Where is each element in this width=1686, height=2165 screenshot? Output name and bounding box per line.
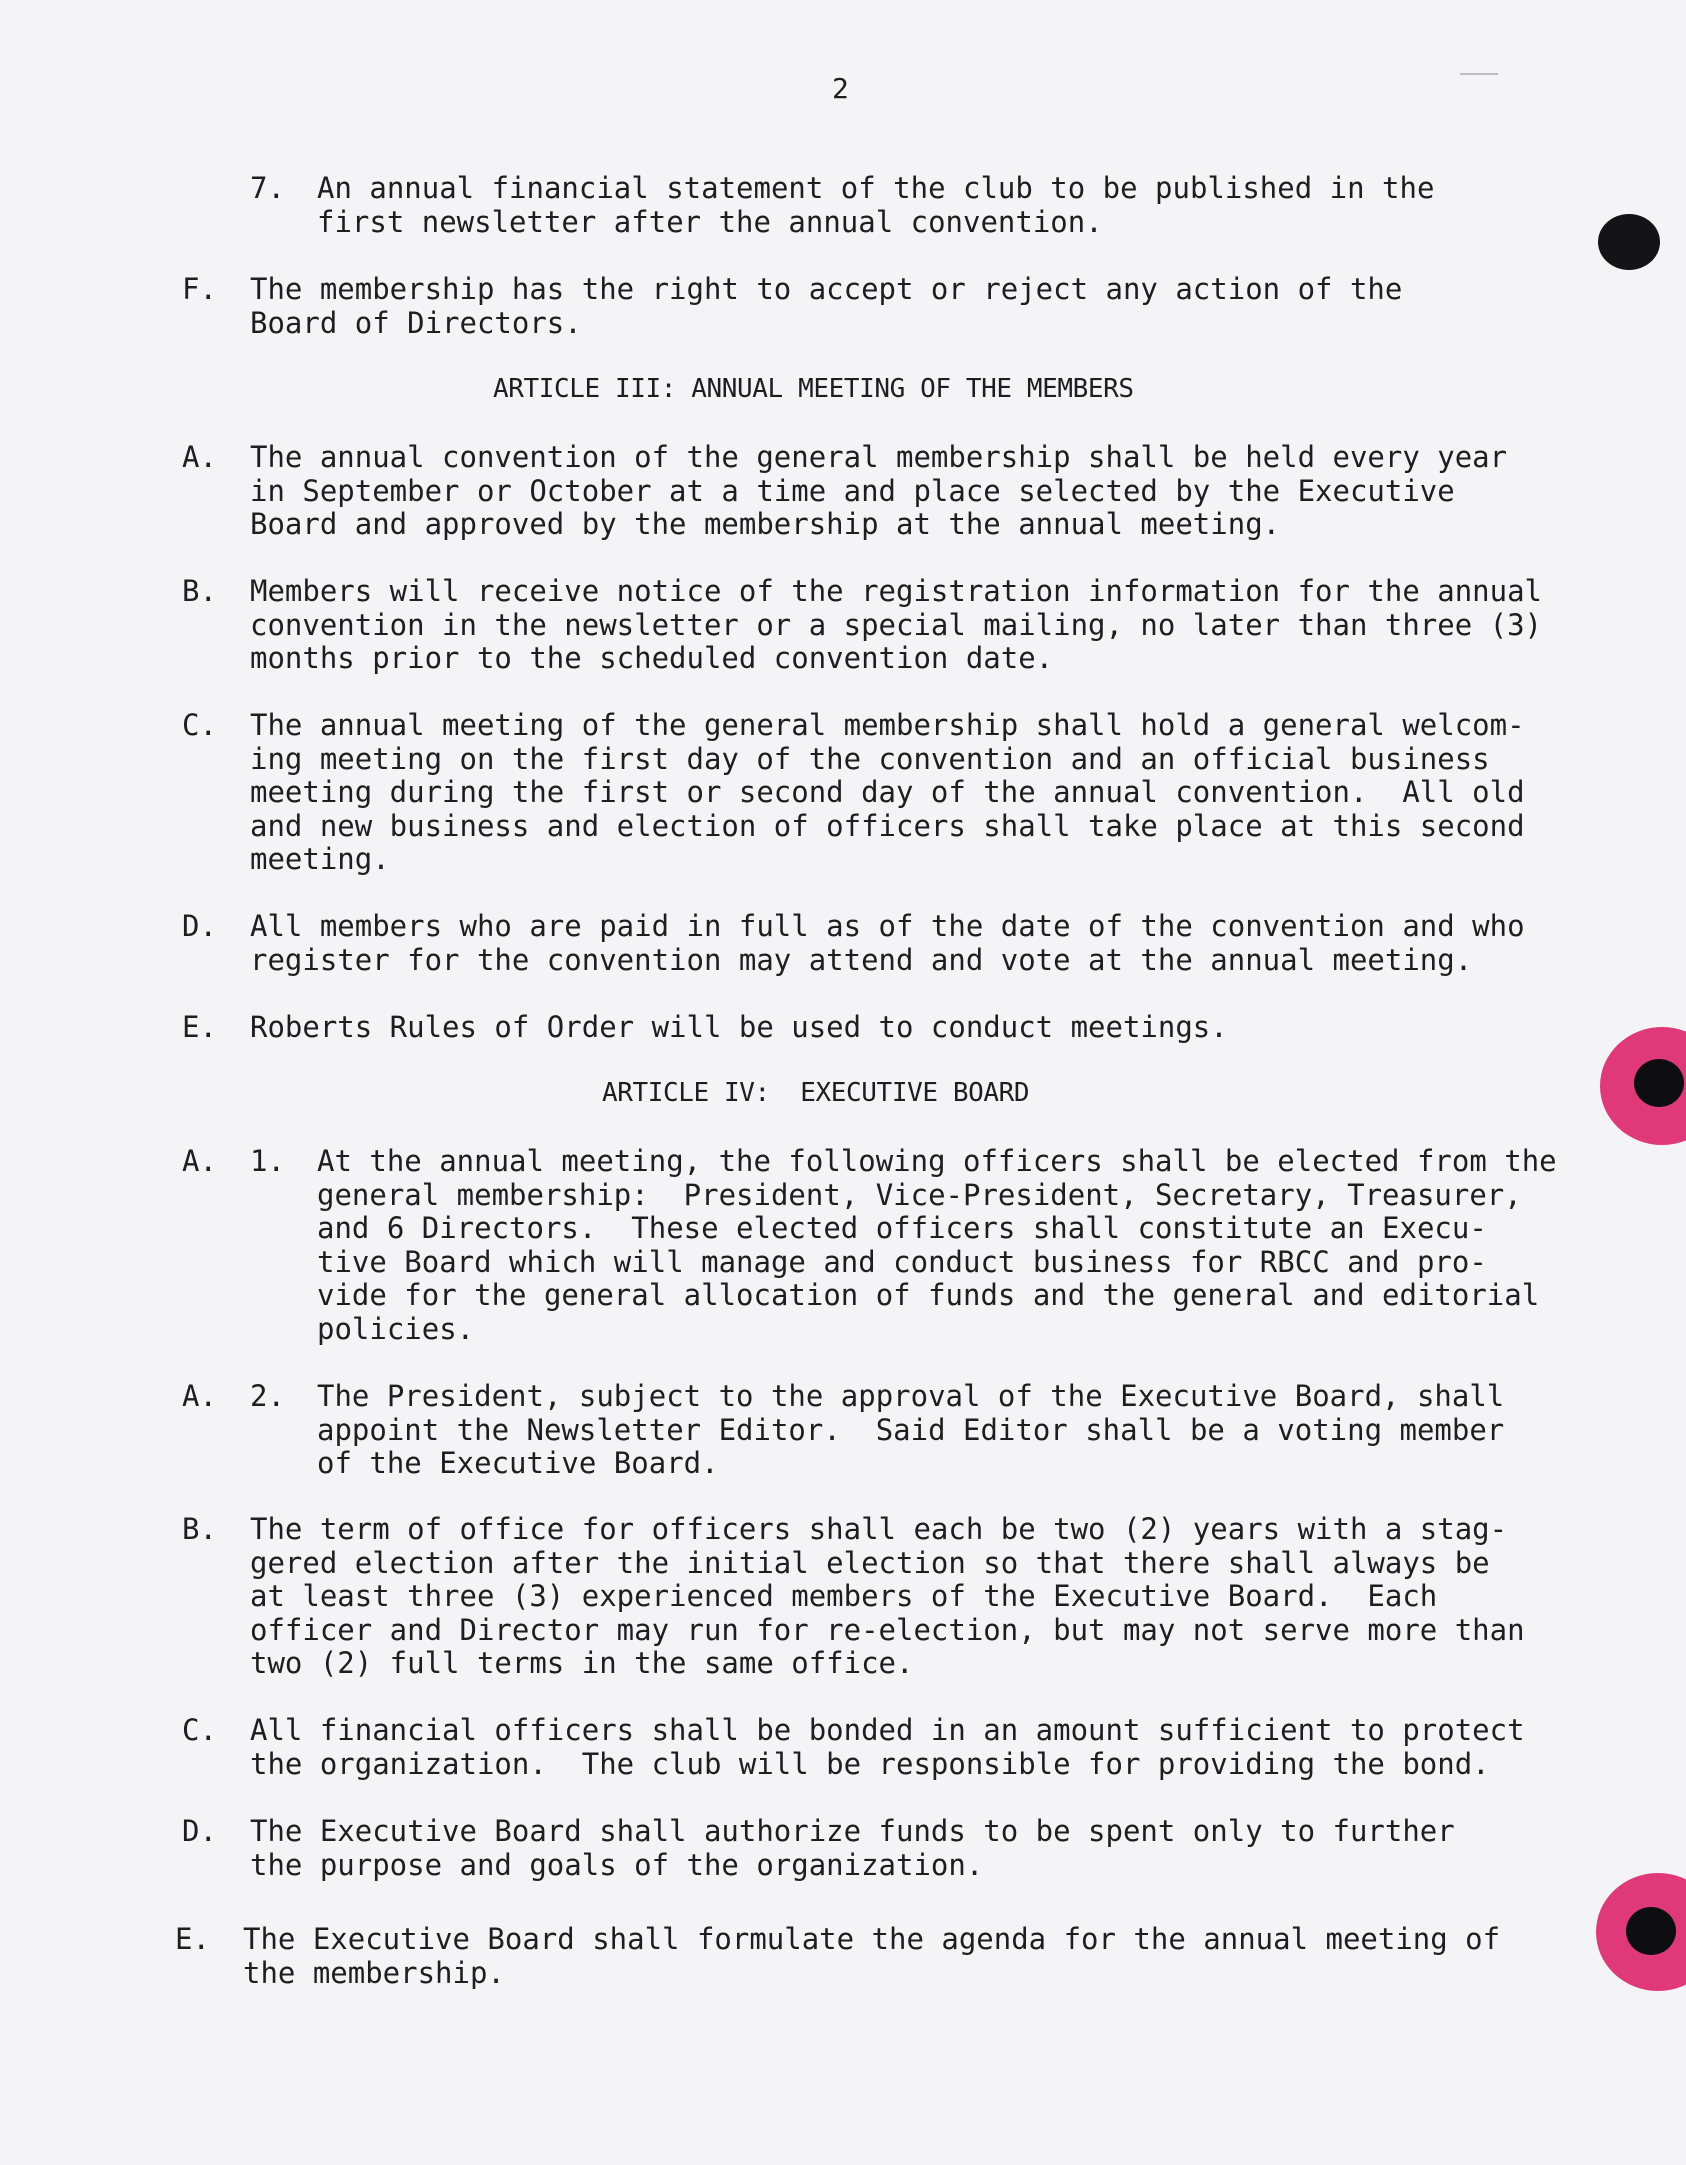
item-text: The membership has the right to accept or reject any action of the Board of Directors.	[250, 272, 1403, 340]
item-text: At the annual meeting, the following officers shall be elected from the general membership: President, Vice-President, Secretary, Treasurer, and 6 Directors. These elected officers shall constitute an Execu- tive Board which will manage and conduct business for RBCC and pro- vide for the general allocation of funds and the general and editorial policies.	[317, 1144, 1557, 1346]
item-text: The annual meeting of the general membership shall hold a general welcom- ing meeting on the first day of the convention and an official business meeting during the first or second day of the annual convention. All old and new business and election of officers shall take place at this second meeting.	[250, 708, 1525, 876]
item-label: D.	[182, 909, 217, 943]
binder-hole-middle-center	[1634, 1059, 1684, 1107]
item-text: The term of office for officers shall each be two (2) years with a stag- gered election after the initial election so that there shall always be at least three (3) experienced members of the Executive Board. Each officer and Director may run for re-election, but may not serve more than two (2) full terms in the same office.	[250, 1512, 1525, 1680]
item-text: All financial officers shall be bonded in an amount sufficient to protect the organization. The club will be responsible for providing the bond.	[250, 1713, 1525, 1781]
item-label: E.	[175, 1922, 210, 1956]
item-number: 2.	[250, 1379, 285, 1413]
binder-hole-bottom	[1596, 1873, 1686, 1991]
item-text: The Executive Board shall formulate the agenda for the annual meeting of the membership.	[243, 1922, 1501, 1990]
item-label: B.	[182, 1512, 217, 1546]
article-4-heading: ARTICLE IV: EXECUTIVE BOARD	[602, 1078, 1030, 1108]
item-label: B.	[182, 574, 217, 608]
item-label: C.	[182, 1713, 217, 1747]
item-text: The annual convention of the general membership shall be held every year in September or October at a time and place selected by the Executive Board and approved by the membership at the annual meeting.	[250, 440, 1508, 541]
article-4-item-e	[175, 1923, 1515, 1993]
item-label: A.	[182, 1144, 217, 1178]
item-text: Members will receive notice of the registration information for the annual convention in the newsletter or a special mailing, no later than three (3) months prior to the scheduled convention date.	[250, 574, 1543, 675]
item-text: All members who are paid in full as of the date of the convention and who register for the convention may attend and vote at the annual meeting.	[250, 909, 1525, 977]
item-number: 1.	[250, 1144, 285, 1178]
article-4-item-d	[182, 1815, 1522, 1885]
item-text: The Executive Board shall authorize funds to be spent only to further the purpose and goals of the organization.	[250, 1814, 1455, 1882]
item-number: 7.	[250, 171, 285, 205]
item-label: F.	[182, 272, 217, 306]
item-label: A.	[182, 440, 217, 474]
binder-hole-middle	[1600, 1027, 1686, 1145]
item-label: C.	[182, 708, 217, 742]
item-label: E.	[182, 1010, 217, 1044]
article-4-item-c	[182, 1713, 1525, 1784]
article-4-item-a1	[182, 1144, 1557, 1347]
article-3-item-d	[182, 909, 1525, 980]
item-text: The President, subject to the approval of the Executive Board, shall appoint the Newsletter Editor. Said Editor shall be a voting member of the Executive Board.	[317, 1379, 1505, 1480]
article-3-item-c	[182, 708, 1525, 877]
article-3-item-b	[182, 574, 1543, 677]
item-f	[182, 273, 1482, 343]
item-e7	[182, 172, 1482, 242]
binder-hole-bottom-center	[1626, 1907, 1676, 1955]
article-3-item-e	[182, 1011, 1482, 1047]
paper-mark	[1460, 73, 1498, 75]
item-label: A.	[182, 1379, 217, 1413]
item-text: Roberts Rules of Order will be used to conduct meetings.	[250, 1010, 1228, 1044]
item-text: An annual financial statement of the club to be published in the first newsletter after the annual convention.	[317, 171, 1435, 239]
article-4-item-a2	[182, 1380, 1522, 1482]
article-3-item-a	[182, 440, 1508, 543]
article-3-heading: ARTICLE III: ANNUAL MEETING OF THE MEMBERS	[493, 374, 1134, 404]
item-label: D.	[182, 1814, 217, 1848]
article-4-item-b	[182, 1512, 1525, 1681]
binder-hole-top	[1598, 214, 1660, 270]
page-number: 2	[832, 72, 849, 105]
